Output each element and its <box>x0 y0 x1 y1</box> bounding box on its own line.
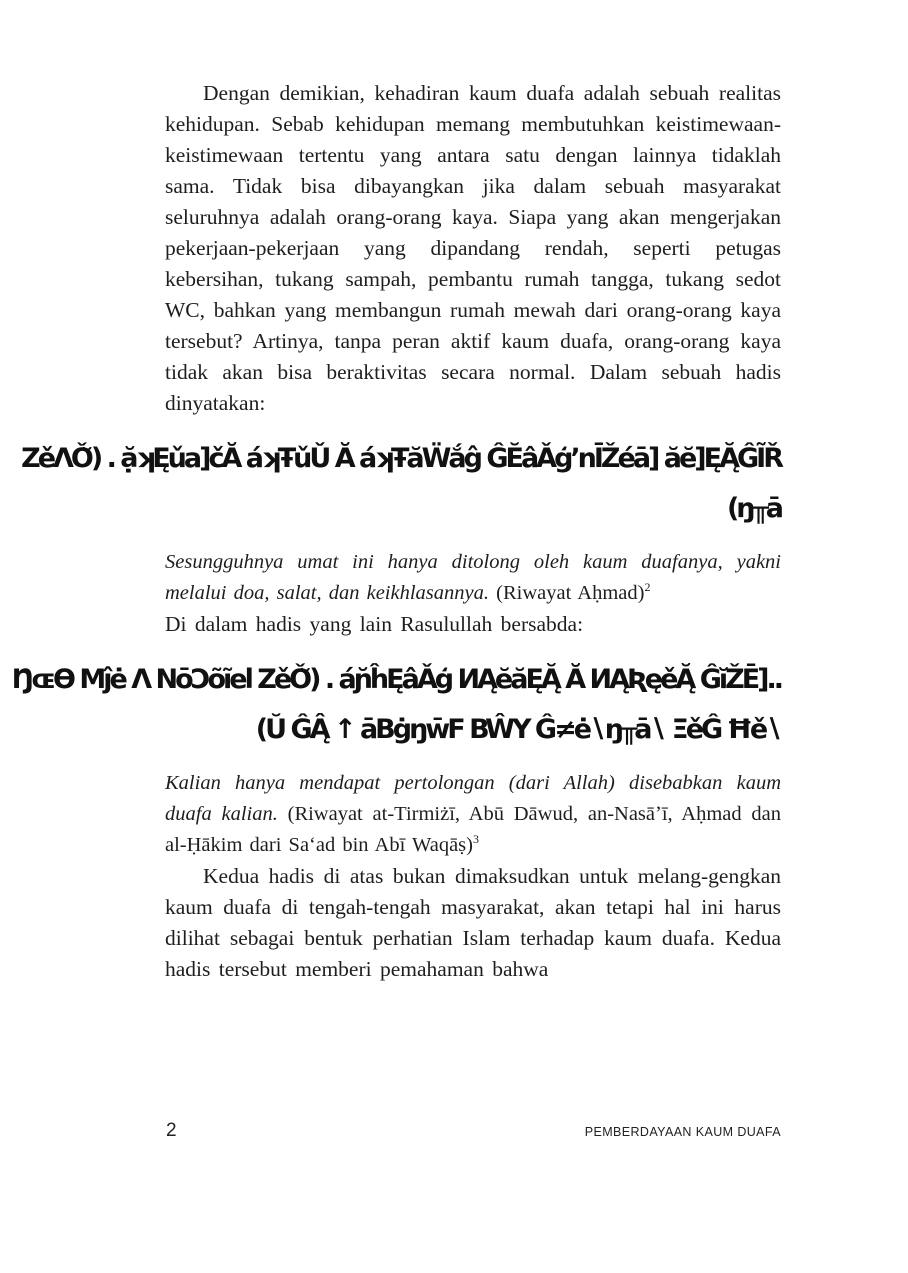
hadith-2-line-1: ŊɶƟ Mĵė Λ NōƆõĩel ZěǑ̆) . áɲ̆ĥĘâǍģ ИĄĕăĘĄ̆ Ă ИĄƦęěĄ̆ ĜĭŽĒ].. <box>11 664 781 695</box>
hadith-arabic-2 <box>11 655 781 755</box>
paragraph-intro: Dengan demikian, kehadiran kaum duafa adalah sebuah realitas kehidupan. Sebab kehidupan memang membutuhkan keistimewaan-keistimewaan tertentu yang antara satu dengan lainnya tidaklah sama. Tidak bisa dibayangkan jika dalam sebuah masyarakat seluruhnya adalah orang-orang kaya. Siapa yang akan mengerjakan pekerjaan-pekerjaan yang dipandang rendah, seperti petugas kebersihan, tukang sampah, pembantu rumah tangga, tukang sedot WC, bahkan yang membangun rumah mewah dari orang-orang kaya tersebut? Artinya, tanpa peran aktif kaum duafa, orang-orang kaya tidak akan bisa beraktivitas secara normal. Dalam sebuah hadis dinyatakan: <box>165 81 781 415</box>
hadith-2-line-2: (Ŭ ĜĄ̂ ↑ āBġŋw̄F BŴY Ĝ≠ė∖ŋ╥ā∖ ΞěĜ Ħě∖ <box>255 714 781 745</box>
hadith-arabic-1 <box>21 434 781 534</box>
translation-2-source: (Riwayat at-Tirmiżī, Abū Dāwud, an-Nasāʼī, Aḥmad dan al-Ḥākim dari Saʻad bin Abī Waqāṣ) <box>165 803 782 856</box>
hadith-translation-1 <box>165 547 781 609</box>
running-title: PEMBERDAYAAN KAUM DUAFA <box>584 1125 781 1139</box>
paragraph-lead-hadith-2: Di dalam hadis yang lain Rasulullah bersabda: <box>165 612 584 636</box>
page-footer <box>166 1120 781 1142</box>
translation-1-italic: Sesungguhnya umat ini hanya ditolong oleh kaum duafanya, yakni melalui doa, salat, dan keikhlasannya. <box>165 551 781 604</box>
hadith-1-line-1: ZěΛǑ̆) . ặʞĘǔa]čĂ áʞŦǔǓ Ă áʞŦăẄắĝ ĜĔâǍģʼnĪŽéā] ăĕ]ĘĄ̆ĜĨŘ <box>21 443 781 474</box>
page-number: 2 <box>166 1120 177 1141</box>
text-block <box>11 78 782 985</box>
translation-2-italic: Kalian hanya mendapat pertolongan (dari Allah) disebabkan kaum duafa kalian. <box>165 772 781 825</box>
paragraph-closing: Kedua hadis di atas bukan dimaksudkan untuk melang-gengkan kaum duafa di tengah-tengah masyarakat, akan tetapi hal ini harus dilihat sebagai bentuk perhatian Islam terhadap kaum duafa. Kedua hadis tersebut memberi pemahaman bahwa <box>165 864 781 981</box>
hadith-translation-2 <box>165 768 781 861</box>
hadith-1-line-2: (ŋ╥ā <box>726 493 781 524</box>
footnote-ref-2: 2 <box>644 580 651 595</box>
footnote-ref-3: 3 <box>473 832 479 847</box>
translation-1-source: (Riwayat Aḥmad) <box>489 582 645 604</box>
